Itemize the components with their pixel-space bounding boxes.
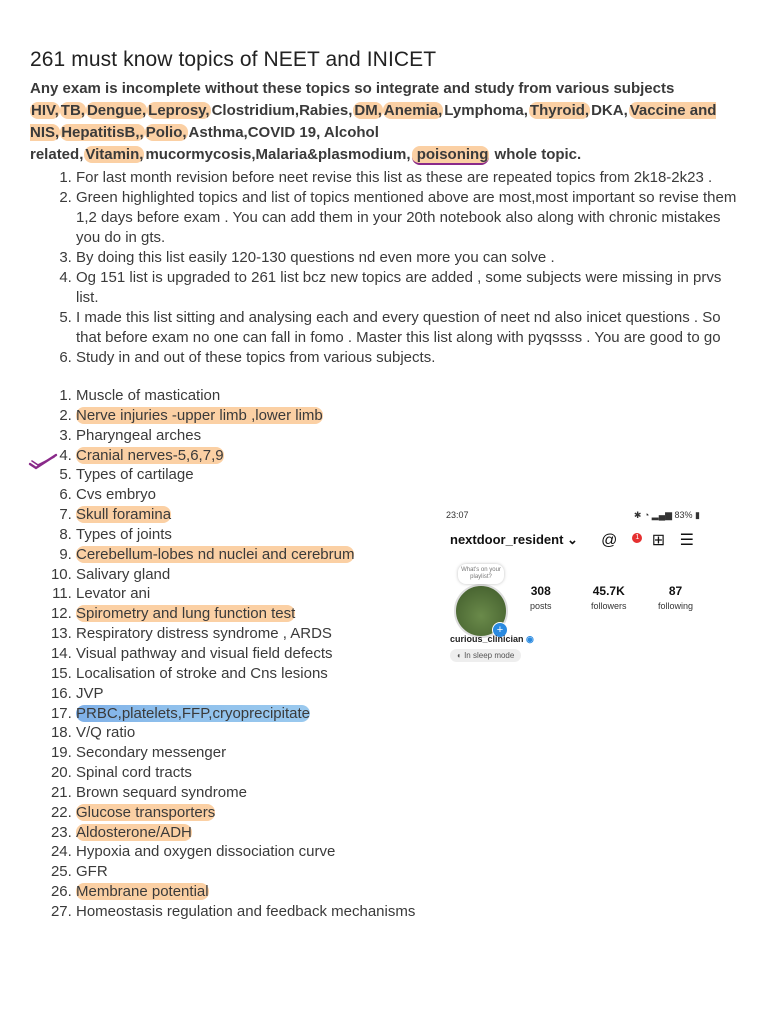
key-topic: Lymphoma, [444, 102, 528, 119]
list-item-label: Spirometry and lung function test [76, 605, 296, 623]
chevron-down-icon: ⌄ [567, 532, 578, 547]
key-topic: HepatitisB,, [61, 124, 144, 141]
list-item-label: Pharyngeal arches [76, 426, 202, 444]
list-item [76, 446, 740, 466]
key-topic: mucormycosis,Malaria&plasmodium, [145, 146, 411, 163]
list-item-label: Levator ani [76, 585, 151, 603]
key-topic: Vaccine and NIS, [30, 102, 717, 141]
list-item [76, 426, 740, 446]
list-item-label: Skull foramina [76, 506, 172, 524]
note-bubble[interactable]: What's on your playlist? [458, 564, 504, 584]
list-item-label: Muscle of mastication [76, 387, 221, 404]
followers-stat[interactable]: 45.7K followers [591, 584, 627, 611]
list-item [76, 763, 740, 783]
key-topic: Polio, [145, 124, 187, 141]
list-item [76, 882, 740, 902]
list-item-label: GFR [76, 863, 108, 881]
verified-icon: ◉ [526, 634, 534, 644]
check-mark-icon [28, 452, 60, 470]
list-item [76, 704, 740, 724]
list-item-label: Respiratory distress syndrome , ARDS [76, 625, 332, 643]
add-post-icon[interactable]: ⊞ [651, 532, 666, 549]
profile-username: curious_clinician ◉ [450, 634, 534, 644]
key-topic: Clostridium,Rabies, [211, 102, 353, 119]
key-topic: Dengue, [86, 102, 147, 119]
key-topic: Thyroid, [529, 102, 590, 119]
profile-actions [591, 530, 694, 550]
posts-stat[interactable]: 308 posts [530, 584, 552, 611]
key-topic: poisoning [412, 146, 489, 163]
avatar[interactable] [454, 584, 508, 638]
notes-list [30, 168, 740, 368]
list-item [76, 684, 740, 704]
note-item: 3. By doing this list easily 120-130 questions nd even more you can solve . [76, 248, 740, 268]
list-item [76, 842, 740, 862]
note-item: 5. I made this list sitting and analysing each and every question of neet nd also inicet questions . So that before exam no one can fall in fomo . Master this list along with pyqssss . You are good to go [76, 308, 740, 348]
key-topic: Leprosy, [148, 102, 210, 119]
list-item-label: Aldosterone/ADH [76, 823, 192, 841]
list-item-label: Types of cartilage [76, 466, 194, 484]
list-item [76, 783, 740, 803]
list-item [76, 723, 740, 743]
threads-icon[interactable]: @ 1 [601, 532, 637, 550]
list-item [76, 465, 740, 485]
list-item-label: JVP [76, 684, 104, 702]
page-title: 261 must know topics of NEET and INICET [30, 48, 437, 71]
moon-icon: ◐ [457, 651, 462, 660]
list-item-label: Types of joints [76, 525, 172, 543]
list-item-label: Secondary messenger [76, 744, 227, 762]
note-item: 2. Green highlighted topics and list of topics mentioned above are most,most important so revise them 1,2 days before exam . You can add them in your 20th notebook also along with chronic mistakes you do in gts. [76, 188, 740, 248]
following-stat[interactable]: 87 following [658, 584, 694, 611]
note-item: 4. Og 151 list is upgraded to 261 list bcz new topics are added , some subjects were missing in prvs list. [76, 268, 740, 308]
list-item [76, 406, 740, 426]
intro-text: Any exam is incomplete without these topics so integrate and study from various subjects [30, 80, 675, 97]
note-item: 1. For last month revision before neet revise this list as these are repeated topics from 2k18-2k23 . [76, 168, 740, 188]
key-topic: DM, [354, 102, 382, 119]
status-battery: ✱ ◔ ▂▄▆ 83% ▮ [633, 510, 700, 520]
note-item: 6. Study in and out of these topics from various subjects. [76, 348, 740, 368]
list-item-label: Brown sequard syndrome [76, 783, 247, 801]
key-topic: DKA, [591, 102, 628, 119]
list-item [76, 743, 740, 763]
list-item-label: PRBC,platelets,FFP,cryoprecipitate [76, 704, 310, 722]
notification-badge: 1 [632, 533, 642, 543]
signal-icon: ✱ ◔ ▂▄▆ [633, 510, 675, 520]
list-item [76, 485, 740, 505]
profile-screenshot [446, 506, 702, 666]
list-item [76, 902, 740, 922]
status-time: 23:07 [446, 510, 469, 520]
document [30, 48, 740, 922]
list-item [76, 386, 740, 406]
key-topic: TB, [60, 102, 85, 119]
list-item-label: Cerebellum-lobes nd nuclei and cerebrum [76, 545, 355, 563]
key-topic: Vitamin, [85, 146, 144, 163]
profile-handle[interactable]: nextdoor_resident ⌄ [450, 532, 578, 547]
list-item-label: Localisation of stroke and Cns lesions [76, 664, 328, 682]
key-topic: Asthma,COVID 19, Alcohol related, [30, 124, 379, 163]
list-item-label: Cranial nerves-5,6,7,9 [76, 446, 224, 464]
list-item [76, 803, 740, 823]
key-topics [30, 100, 740, 166]
list-item-label: Membrane potential [76, 883, 209, 901]
key-topic: HIV, [31, 102, 59, 119]
list-item [76, 823, 740, 843]
list-item-label: V/Q ratio [76, 724, 136, 742]
list-item-label: Visual pathway and visual field defects [76, 644, 333, 662]
status-pill[interactable]: ◐ In sleep mode [450, 649, 521, 662]
add-story-icon[interactable]: + [492, 622, 508, 638]
list-item [76, 664, 740, 684]
list-item [76, 862, 740, 882]
key-topic: whole topic. [490, 146, 582, 163]
key-topic: Anemia, [383, 102, 443, 119]
list-item-label: Cvs embryo [76, 486, 157, 504]
menu-icon[interactable]: ☰ [679, 532, 694, 549]
list-item-label: Spinal cord tracts [76, 764, 192, 782]
list-item-label: Glucose transporters [76, 803, 216, 821]
list-item-label: Salivary gland [76, 565, 171, 583]
list-item-label: Homeostasis regulation and feedback mechanisms [76, 902, 416, 920]
list-item-label: Nerve injuries -upper limb ,lower limb [76, 406, 323, 424]
list-item-label: Hypoxia and oxygen dissociation curve [76, 843, 336, 861]
